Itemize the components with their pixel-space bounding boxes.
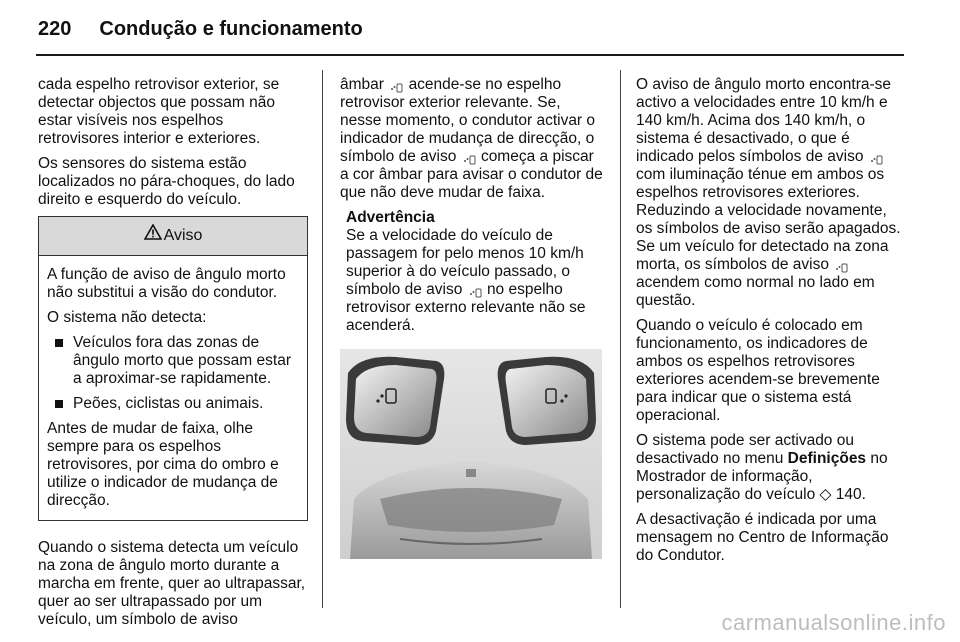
text-run: âmbar	[340, 76, 384, 93]
text-run: Se a velocidade do veículo de passagem for pelo menos 10 km/h superior à do veículo passado, o símbolo de aviso	[346, 227, 584, 298]
text-run: O aviso de ângulo morto encontra-se activo a velocidades entre 10 km/h e 140 km/h. Acima dos 140 km/h, o sistema é desactivado, o que é indicado pelos símbolos de aviso	[636, 76, 892, 165]
blind-spot-warning-icon	[388, 80, 404, 90]
column-divider	[620, 70, 621, 608]
warning-title: Aviso	[163, 227, 203, 245]
page-reference[interactable]: 140.	[835, 486, 866, 503]
paragraph	[636, 432, 906, 504]
column-left	[38, 76, 308, 636]
blind-spot-warning-icon	[467, 285, 483, 295]
advertencia-text	[346, 227, 606, 335]
blind-spot-warning-icon	[461, 152, 477, 162]
text-run: no Mostrador de informação, personalização do veículo	[636, 450, 888, 503]
blind-spot-warning-icon	[833, 260, 849, 270]
blind-spot-warning-icon	[868, 152, 884, 162]
warning-header	[39, 217, 307, 256]
column-right	[636, 76, 906, 572]
page-header	[38, 18, 363, 48]
watermark[interactable]: carmanualsonline.info	[721, 610, 946, 635]
text-run: começa a piscar a cor âmbar para avisar o condutor de que não deve mudar de faixa.	[340, 148, 603, 201]
warning-text: Antes de mudar de faixa, olhe sempre para os espelhos retrovisores, por cima do ombro e utilize o indicador de mudança de direcção.	[47, 420, 279, 509]
column-divider	[322, 70, 323, 608]
advertencia-note	[340, 209, 606, 335]
list-item: Peões, ciclistas ou animais.	[47, 395, 299, 413]
warning-text: A função de aviso de ângulo morto não substitui a visão do condutor.	[47, 266, 286, 301]
warning-triangle-icon	[144, 217, 162, 255]
text-run: com iluminação ténue em ambos os espelhos retrovisores exteriores. Reduzindo a velocidade novamente, os símbolos de aviso serão apagados. Se um veículo for detectado na zona morta, os símbolos de aviso	[636, 166, 901, 273]
page-reference-arrow-icon: ◇	[819, 486, 832, 503]
text-run: acende-se no espelho retrovisor exterior relevante. Se, nesse momento, o condutor activar o indicador de mudança de direcção, o símbolo de aviso	[340, 76, 596, 165]
advertencia-title: Advertência	[346, 209, 435, 226]
warning-body	[39, 256, 307, 520]
list-item: Veículos fora das zonas de ângulo morto que possam estar a aproximar-se rapidamente.	[47, 334, 299, 388]
menu-name-definicoes: Definições	[787, 450, 867, 467]
paragraph	[340, 76, 606, 202]
text-run: no espelho retrovisor externo relevante não se acenderá.	[346, 281, 586, 334]
column-middle	[340, 76, 606, 559]
paragraph: Quando o veículo é colocado em funcionamento, os indicadores de ambos os espelhos retrovisores exteriores acendem-se brevemente para indicar que o sistema está operacional.	[636, 317, 880, 424]
header-rule	[36, 54, 904, 56]
page-number: 220	[38, 18, 72, 40]
paragraph	[636, 76, 906, 310]
paragraph: A desactivação é indicada por uma mensagem no Centro de Informação do Condutor.	[636, 511, 889, 564]
page-title: Condução e funcionamento	[99, 18, 363, 40]
warning-box	[38, 216, 308, 521]
warning-text: O sistema não detecta:	[47, 309, 207, 326]
paragraph: Os sensores do sistema estão localizados no pára-choques, do lado direito e esquerdo do veículo.	[38, 155, 295, 208]
paragraph: Quando o sistema detecta um veículo na zona de ângulo morto durante a marcha em frente, quer ao ultrapassar, quer ao ser ultrapassado por um veículo, um símbolo de aviso	[38, 539, 306, 628]
text-run: O sistema pode ser activado ou desactivado no menu	[636, 432, 854, 467]
mirror-illustration	[340, 349, 602, 559]
text-run: acendem como normal no lado em questão.	[636, 274, 875, 309]
paragraph: cada espelho retrovisor exterior, se detectar objectos que possam não estar visíveis nos espelhos retrovisores interior e exteriores.	[38, 76, 280, 147]
warning-list	[47, 334, 299, 413]
